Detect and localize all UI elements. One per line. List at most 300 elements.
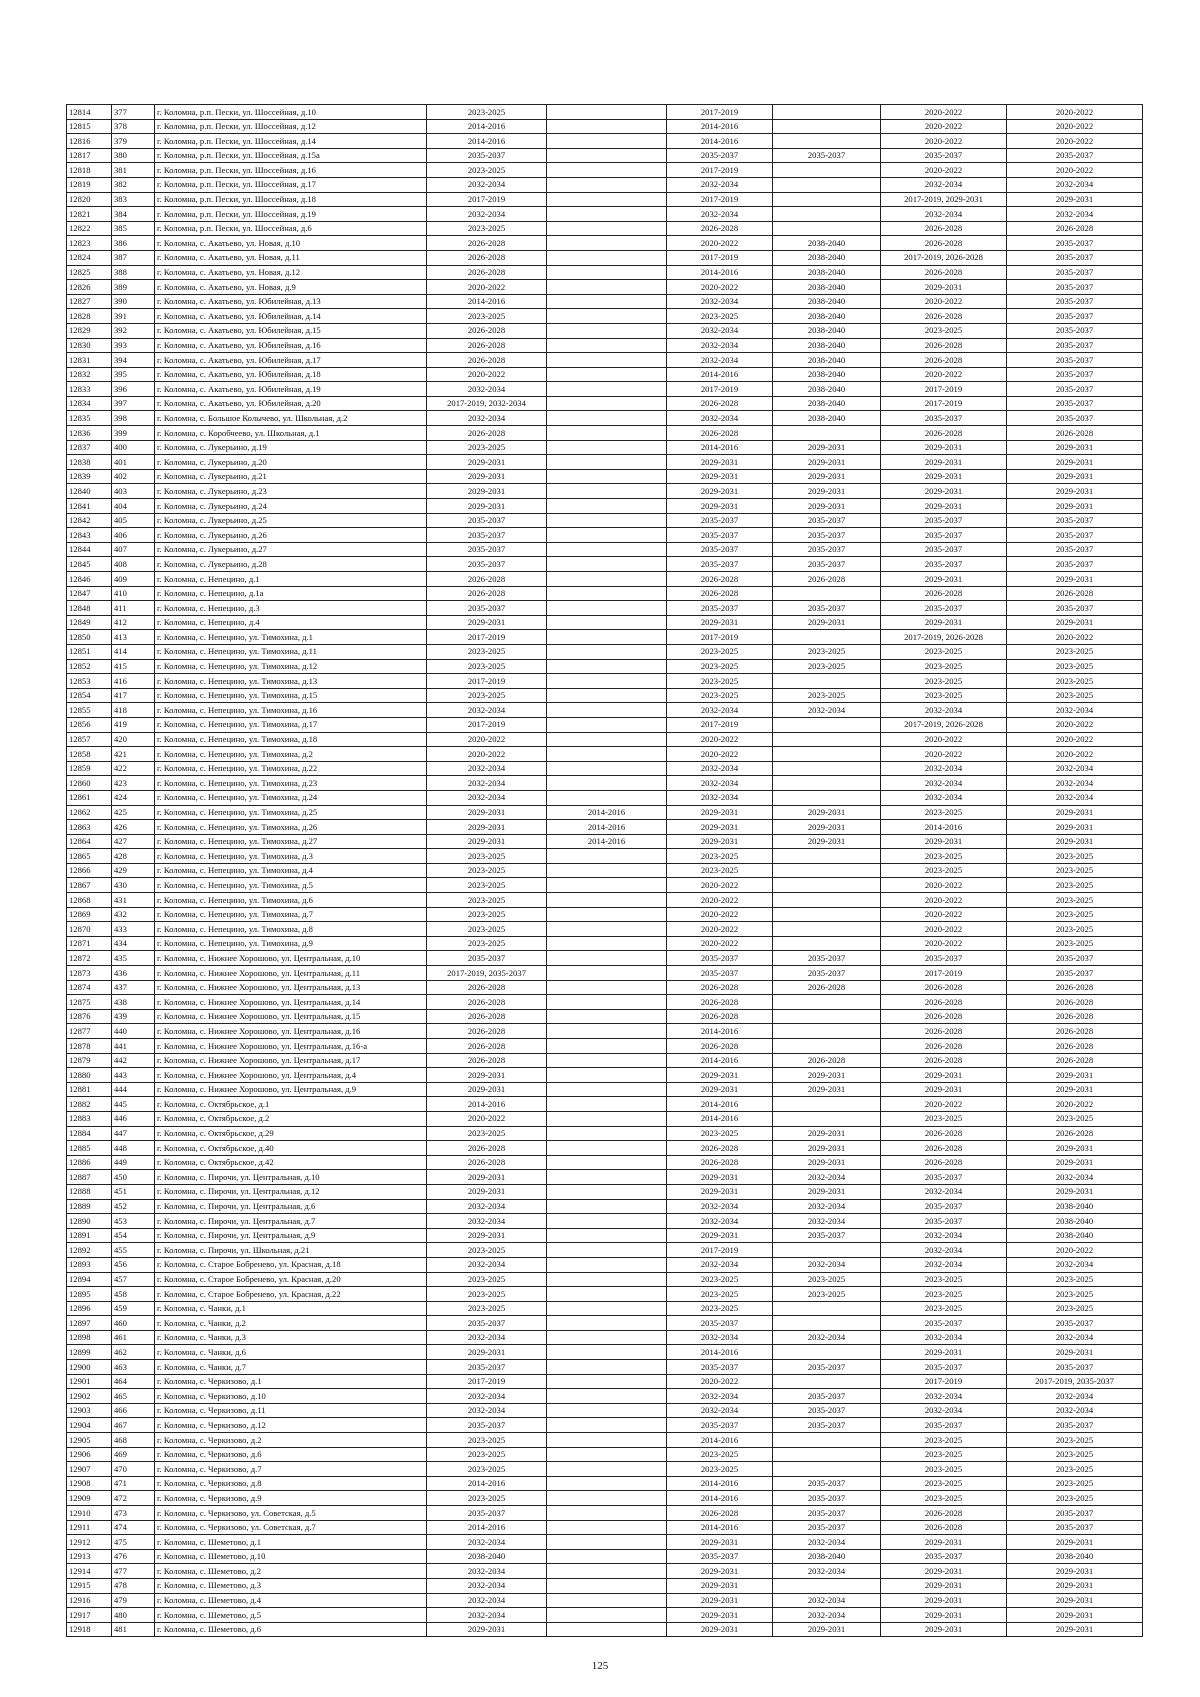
- year-cell-1: 2017-2019: [427, 192, 547, 207]
- address-cell: г. Коломна, с. Старое Бобренево, ул. Красная, д.20: [155, 1272, 427, 1287]
- year-cell-5: 2023-2025: [881, 1447, 1007, 1462]
- year-cell-5: 2029-2031: [881, 1082, 1007, 1097]
- year-cell-6: 2035-2037: [1007, 601, 1143, 616]
- row-number-cell: 444: [112, 1082, 155, 1097]
- year-cell-1: 2035-2037: [427, 1418, 547, 1433]
- year-cell-6: 2026-2028: [1007, 1039, 1143, 1054]
- row-id-cell: 12887: [67, 1170, 112, 1185]
- year-cell-5: 2029-2031: [881, 1622, 1007, 1637]
- year-cell-5: 2035-2037: [881, 1549, 1007, 1564]
- year-cell-4: 2038-2040: [773, 396, 881, 411]
- row-number-cell: 406: [112, 528, 155, 543]
- table-row: [67, 732, 1143, 747]
- year-cell-3: 2035-2037: [667, 557, 773, 572]
- year-cell-2: [547, 163, 667, 178]
- year-cell-6: 2026-2028: [1007, 995, 1143, 1010]
- year-cell-2: [547, 1491, 667, 1506]
- row-id-cell: 12885: [67, 1141, 112, 1156]
- year-cell-3: 2017-2019: [667, 192, 773, 207]
- year-cell-2: [547, 863, 667, 878]
- year-cell-1: 2029-2031: [427, 1622, 547, 1637]
- year-cell-2: 2014-2016: [547, 834, 667, 849]
- table-row: [67, 1272, 1143, 1287]
- year-cell-4: 2038-2040: [773, 309, 881, 324]
- year-cell-1: 2032-2034: [427, 1535, 547, 1550]
- address-cell: г. Коломна, р.п. Пески, ул. Шоссейная, д.17: [155, 177, 427, 192]
- year-cell-5: 2029-2031: [881, 280, 1007, 295]
- year-cell-5: 2029-2031: [881, 1535, 1007, 1550]
- year-cell-3: 2023-2025: [667, 1126, 773, 1141]
- year-cell-4: 2038-2040: [773, 367, 881, 382]
- table-row: [67, 1243, 1143, 1258]
- year-cell-3: 2032-2034: [667, 323, 773, 338]
- year-cell-5: 2029-2031: [881, 834, 1007, 849]
- address-cell: г. Коломна, с. Пирочи, ул. Школьная, д.21: [155, 1243, 427, 1258]
- year-cell-6: 2029-2031: [1007, 192, 1143, 207]
- year-cell-1: 2032-2034: [427, 1199, 547, 1214]
- year-cell-4: 2035-2037: [773, 1476, 881, 1491]
- row-number-cell: 404: [112, 499, 155, 514]
- year-cell-4: 2029-2031: [773, 615, 881, 630]
- year-cell-6: 2035-2037: [1007, 265, 1143, 280]
- table-row: [67, 980, 1143, 995]
- year-cell-5: 2026-2028: [881, 221, 1007, 236]
- year-cell-1: 2014-2016: [427, 119, 547, 134]
- row-number-cell: 393: [112, 338, 155, 353]
- year-cell-3: 2029-2031: [667, 1068, 773, 1083]
- row-number-cell: 451: [112, 1184, 155, 1199]
- row-id-cell: 12840: [67, 484, 112, 499]
- row-id-cell: 12872: [67, 951, 112, 966]
- year-cell-4: [773, 426, 881, 441]
- year-cell-1: 2029-2031: [427, 820, 547, 835]
- year-cell-6: 2035-2037: [1007, 411, 1143, 426]
- year-cell-6: 2029-2031: [1007, 1622, 1143, 1637]
- year-cell-6: 2023-2025: [1007, 659, 1143, 674]
- year-cell-2: [547, 426, 667, 441]
- row-number-cell: 414: [112, 644, 155, 659]
- year-cell-2: [547, 688, 667, 703]
- address-cell: г. Коломна, с. Лукерьино, д.23: [155, 484, 427, 499]
- year-cell-3: 2026-2028: [667, 980, 773, 995]
- year-cell-6: 2020-2022: [1007, 105, 1143, 120]
- row-id-cell: 12815: [67, 119, 112, 134]
- year-cell-5: 2020-2022: [881, 878, 1007, 893]
- row-id-cell: 12833: [67, 382, 112, 397]
- year-cell-3: 2032-2034: [667, 353, 773, 368]
- year-cell-3: 2020-2022: [667, 280, 773, 295]
- row-id-cell: 12879: [67, 1053, 112, 1068]
- row-id-cell: 12836: [67, 426, 112, 441]
- address-cell: г. Коломна, с. Шеметово, д.3: [155, 1578, 427, 1593]
- table-row: [67, 1506, 1143, 1521]
- year-cell-6: 2035-2037: [1007, 1360, 1143, 1375]
- year-cell-5: 2026-2028: [881, 265, 1007, 280]
- year-cell-4: 2038-2040: [773, 250, 881, 265]
- year-cell-6: 2029-2031: [1007, 499, 1143, 514]
- year-cell-2: [547, 105, 667, 120]
- year-cell-1: 2026-2028: [427, 236, 547, 251]
- year-cell-4: [773, 863, 881, 878]
- year-cell-5: 2032-2034: [881, 790, 1007, 805]
- row-id-cell: 12835: [67, 411, 112, 426]
- row-id-cell: 12842: [67, 513, 112, 528]
- year-cell-4: [773, 761, 881, 776]
- year-cell-4: 2023-2025: [773, 1287, 881, 1302]
- address-cell: г. Коломна, с. Нижнее Хорошово, ул. Центральная, д.14: [155, 995, 427, 1010]
- year-cell-2: [547, 309, 667, 324]
- year-cell-1: 2023-2025: [427, 878, 547, 893]
- year-cell-4: [773, 630, 881, 645]
- row-id-cell: 12886: [67, 1155, 112, 1170]
- year-cell-1: 2023-2025: [427, 659, 547, 674]
- address-cell: г. Коломна, с. Пирочи, ул. Центральная, д.7: [155, 1214, 427, 1229]
- year-cell-4: [773, 1024, 881, 1039]
- year-cell-3: 2023-2025: [667, 1447, 773, 1462]
- year-cell-6: 2032-2034: [1007, 207, 1143, 222]
- year-cell-1: 2026-2028: [427, 1155, 547, 1170]
- row-id-cell: 12839: [67, 469, 112, 484]
- year-cell-1: 2032-2034: [427, 1214, 547, 1229]
- table-row: [67, 863, 1143, 878]
- year-cell-5: 2023-2025: [881, 688, 1007, 703]
- year-cell-2: [547, 542, 667, 557]
- year-cell-5: 2017-2019: [881, 1374, 1007, 1389]
- address-cell: г. Коломна, с. Акатьево, ул. Юбилейная, д.20: [155, 396, 427, 411]
- address-cell: г. Коломна, р.п. Пески, ул. Шоссейная, д.18: [155, 192, 427, 207]
- table-row: [67, 907, 1143, 922]
- year-cell-2: [547, 951, 667, 966]
- year-cell-2: [547, 294, 667, 309]
- address-cell: г. Коломна, р.п. Пески, ул. Шоссейная, д.6: [155, 221, 427, 236]
- year-cell-5: 2035-2037: [881, 1360, 1007, 1375]
- row-number-cell: 426: [112, 820, 155, 835]
- year-cell-3: 2029-2031: [667, 1608, 773, 1623]
- year-cell-3: 2026-2028: [667, 995, 773, 1010]
- year-cell-2: [547, 207, 667, 222]
- year-cell-3: 2035-2037: [667, 951, 773, 966]
- year-cell-6: 2029-2031: [1007, 484, 1143, 499]
- year-cell-3: 2032-2034: [667, 207, 773, 222]
- year-cell-5: 2020-2022: [881, 134, 1007, 149]
- year-cell-6: 2023-2025: [1007, 1476, 1143, 1491]
- year-cell-3: 2026-2028: [667, 586, 773, 601]
- address-cell: г. Коломна, с. Акатьево, ул. Юбилейная, д.14: [155, 309, 427, 324]
- year-cell-6: 2035-2037: [1007, 528, 1143, 543]
- year-cell-2: [547, 1214, 667, 1229]
- year-cell-4: 2038-2040: [773, 382, 881, 397]
- row-id-cell: 12864: [67, 834, 112, 849]
- table-row: [67, 338, 1143, 353]
- address-cell: г. Коломна, с. Непецино, ул. Тимохина, д.26: [155, 820, 427, 835]
- year-cell-5: 2020-2022: [881, 119, 1007, 134]
- row-number-cell: 474: [112, 1520, 155, 1535]
- row-id-cell: 12862: [67, 805, 112, 820]
- year-cell-2: [547, 440, 667, 455]
- year-cell-2: [547, 776, 667, 791]
- year-cell-6: 2023-2025: [1007, 688, 1143, 703]
- row-number-cell: 398: [112, 411, 155, 426]
- address-cell: г. Коломна, с. Черкизово, д.2: [155, 1433, 427, 1448]
- address-cell: г. Коломна, с. Черкизово, д.10: [155, 1389, 427, 1404]
- row-number-cell: 409: [112, 572, 155, 587]
- year-cell-1: 2023-2025: [427, 644, 547, 659]
- year-cell-1: 2026-2028: [427, 353, 547, 368]
- address-cell: г. Коломна, с. Лукерьино, д.20: [155, 455, 427, 470]
- year-cell-3: 2023-2025: [667, 309, 773, 324]
- row-number-cell: 390: [112, 294, 155, 309]
- year-cell-3: 2020-2022: [667, 922, 773, 937]
- address-cell: г. Коломна, с. Непецино, д.4: [155, 615, 427, 630]
- year-cell-4: 2035-2037: [773, 1228, 881, 1243]
- year-cell-1: 2026-2028: [427, 1141, 547, 1156]
- address-cell: г. Коломна, с. Акатьево, ул. Юбилейная, д.17: [155, 353, 427, 368]
- year-cell-2: [547, 1345, 667, 1360]
- year-cell-6: 2029-2031: [1007, 1141, 1143, 1156]
- year-cell-5: 2023-2025: [881, 849, 1007, 864]
- year-cell-1: 2023-2025: [427, 1447, 547, 1462]
- year-cell-3: 2017-2019: [667, 1243, 773, 1258]
- year-cell-5: 2029-2031: [881, 1345, 1007, 1360]
- year-cell-2: [547, 1433, 667, 1448]
- year-cell-6: 2032-2034: [1007, 1330, 1143, 1345]
- table-row: [67, 572, 1143, 587]
- row-number-cell: 454: [112, 1228, 155, 1243]
- year-cell-4: 2029-2031: [773, 1155, 881, 1170]
- row-number-cell: 411: [112, 601, 155, 616]
- row-number-cell: 465: [112, 1389, 155, 1404]
- year-cell-6: 2020-2022: [1007, 163, 1143, 178]
- year-cell-5: 2035-2037: [881, 528, 1007, 543]
- address-cell: г. Коломна, с. Октябрьское, д.42: [155, 1155, 427, 1170]
- year-cell-6: 2035-2037: [1007, 557, 1143, 572]
- year-cell-1: 2026-2028: [427, 995, 547, 1010]
- year-cell-3: 2029-2031: [667, 615, 773, 630]
- year-cell-4: 2023-2025: [773, 688, 881, 703]
- year-cell-4: [773, 1009, 881, 1024]
- row-id-cell: 12901: [67, 1374, 112, 1389]
- year-cell-5: 2029-2031: [881, 1608, 1007, 1623]
- row-number-cell: 442: [112, 1053, 155, 1068]
- year-cell-1: 2023-2025: [427, 1462, 547, 1477]
- table-row: [67, 1199, 1143, 1214]
- year-cell-6: 2029-2031: [1007, 615, 1143, 630]
- table-row: [67, 1564, 1143, 1579]
- address-cell: г. Коломна, с. Акатьево, ул. Юбилейная, д.13: [155, 294, 427, 309]
- year-cell-1: 2020-2022: [427, 367, 547, 382]
- row-id-cell: 12888: [67, 1184, 112, 1199]
- year-cell-1: 2032-2034: [427, 776, 547, 791]
- year-cell-3: 2029-2031: [667, 1535, 773, 1550]
- year-cell-6: 2026-2028: [1007, 1009, 1143, 1024]
- table-row: [67, 469, 1143, 484]
- row-id-cell: 12829: [67, 323, 112, 338]
- year-cell-2: [547, 250, 667, 265]
- year-cell-4: 2038-2040: [773, 338, 881, 353]
- table-row: [67, 1068, 1143, 1083]
- year-cell-2: [547, 572, 667, 587]
- table-row: [67, 426, 1143, 441]
- year-cell-6: 2023-2025: [1007, 849, 1143, 864]
- year-cell-2: [547, 995, 667, 1010]
- year-cell-5: 2029-2031: [881, 1068, 1007, 1083]
- year-cell-1: 2023-2025: [427, 1126, 547, 1141]
- row-number-cell: 401: [112, 455, 155, 470]
- table-row: [67, 1418, 1143, 1433]
- year-cell-4: [773, 119, 881, 134]
- address-cell: г. Коломна, с. Октябрьское, д.29: [155, 1126, 427, 1141]
- address-cell: г. Коломна, с. Лукерьино, д.26: [155, 528, 427, 543]
- year-cell-1: 2029-2031: [427, 1184, 547, 1199]
- address-cell: г. Коломна, с. Черкизово, д.11: [155, 1403, 427, 1418]
- year-cell-3: 2014-2016: [667, 1491, 773, 1506]
- address-cell: г. Коломна, р.п. Пески, ул. Шоссейная, д.14: [155, 134, 427, 149]
- year-cell-4: [773, 134, 881, 149]
- table-row: [67, 717, 1143, 732]
- year-cell-1: 2023-2025: [427, 440, 547, 455]
- table-row: [67, 922, 1143, 937]
- row-number-cell: 417: [112, 688, 155, 703]
- table-row: [67, 557, 1143, 572]
- year-cell-1: 2023-2025: [427, 863, 547, 878]
- year-cell-6: 2017-2019, 2035-2037: [1007, 1374, 1143, 1389]
- year-cell-6: 2032-2034: [1007, 776, 1143, 791]
- address-cell: г. Коломна, с. Непецино, ул. Тимохина, д.23: [155, 776, 427, 791]
- year-cell-5: 2032-2034: [881, 207, 1007, 222]
- table-row: [67, 192, 1143, 207]
- year-cell-1: 2014-2016: [427, 294, 547, 309]
- table-row: [67, 1593, 1143, 1608]
- year-cell-3: 2029-2031: [667, 1578, 773, 1593]
- table-row: [67, 396, 1143, 411]
- year-cell-3: 2029-2031: [667, 1622, 773, 1637]
- year-cell-2: [547, 484, 667, 499]
- address-cell: г. Коломна, с. Чанки, д.2: [155, 1316, 427, 1331]
- year-cell-5: 2035-2037: [881, 557, 1007, 572]
- year-cell-6: 2020-2022: [1007, 1243, 1143, 1258]
- row-id-cell: 12896: [67, 1301, 112, 1316]
- table-row: [67, 1126, 1143, 1141]
- year-cell-3: 2032-2034: [667, 338, 773, 353]
- year-cell-2: [547, 1068, 667, 1083]
- address-cell: г. Коломна, с. Непецино, ул. Тимохина, д.2: [155, 747, 427, 762]
- year-cell-6: 2035-2037: [1007, 382, 1143, 397]
- row-id-cell: 12907: [67, 1462, 112, 1477]
- year-cell-3: 2029-2031: [667, 455, 773, 470]
- year-cell-2: [547, 1024, 667, 1039]
- table-row: [67, 834, 1143, 849]
- year-cell-3: 2029-2031: [667, 1082, 773, 1097]
- year-cell-6: 2035-2037: [1007, 236, 1143, 251]
- page-number: 125: [591, 1660, 609, 1672]
- year-cell-1: 2032-2034: [427, 1403, 547, 1418]
- address-cell: г. Коломна, с. Черкизово, д.1: [155, 1374, 427, 1389]
- address-cell: г. Коломна, р.п. Пески, ул. Шоссейная, д.12: [155, 119, 427, 134]
- year-cell-1: 2020-2022: [427, 747, 547, 762]
- table-row: [67, 1360, 1143, 1375]
- row-number-cell: 479: [112, 1593, 155, 1608]
- year-cell-4: [773, 192, 881, 207]
- year-cell-6: 2023-2025: [1007, 674, 1143, 689]
- row-id-cell: 12865: [67, 849, 112, 864]
- year-cell-1: 2035-2037: [427, 542, 547, 557]
- row-id-cell: 12910: [67, 1506, 112, 1521]
- year-cell-2: [547, 732, 667, 747]
- row-id-cell: 12826: [67, 280, 112, 295]
- year-cell-1: 2023-2025: [427, 1243, 547, 1258]
- table-row: [67, 1330, 1143, 1345]
- row-id-cell: 12853: [67, 674, 112, 689]
- row-id-cell: 12831: [67, 353, 112, 368]
- year-cell-4: [773, 1111, 881, 1126]
- year-cell-5: 2014-2016: [881, 820, 1007, 835]
- year-cell-5: 2023-2025: [881, 863, 1007, 878]
- year-cell-6: 2020-2022: [1007, 134, 1143, 149]
- year-cell-6: 2035-2037: [1007, 542, 1143, 557]
- year-cell-3: 2032-2034: [667, 1214, 773, 1229]
- address-cell: г. Коломна, с. Нижнее Хорошово, ул. Центральная, д.13: [155, 980, 427, 995]
- address-cell: г. Коломна, с. Октябрьское, д.2: [155, 1111, 427, 1126]
- row-number-cell: 413: [112, 630, 155, 645]
- year-cell-4: 2029-2031: [773, 820, 881, 835]
- year-cell-2: [547, 1418, 667, 1433]
- year-cell-6: 2029-2031: [1007, 820, 1143, 835]
- year-cell-4: [773, 1345, 881, 1360]
- year-cell-5: 2020-2022: [881, 163, 1007, 178]
- table-row: [67, 382, 1143, 397]
- year-cell-6: 2035-2037: [1007, 280, 1143, 295]
- year-cell-3: 2026-2028: [667, 221, 773, 236]
- year-cell-6: 2029-2031: [1007, 1608, 1143, 1623]
- row-number-cell: 432: [112, 907, 155, 922]
- table-row: [67, 1053, 1143, 1068]
- year-cell-6: 2032-2034: [1007, 1403, 1143, 1418]
- year-cell-2: [547, 396, 667, 411]
- year-cell-2: [547, 148, 667, 163]
- year-cell-3: 2014-2016: [667, 1345, 773, 1360]
- year-cell-6: 2035-2037: [1007, 250, 1143, 265]
- year-cell-1: 2017-2019, 2032-2034: [427, 396, 547, 411]
- row-number-cell: 422: [112, 761, 155, 776]
- year-cell-1: 2023-2025: [427, 1287, 547, 1302]
- year-cell-1: 2029-2031: [427, 1345, 547, 1360]
- year-cell-6: 2020-2022: [1007, 732, 1143, 747]
- row-id-cell: 12880: [67, 1068, 112, 1083]
- year-cell-4: 2038-2040: [773, 411, 881, 426]
- row-number-cell: 415: [112, 659, 155, 674]
- address-cell: г. Коломна, с. Нижнее Хорошово, ул. Центральная, д.10: [155, 951, 427, 966]
- row-id-cell: 12858: [67, 747, 112, 762]
- year-cell-5: 2029-2031: [881, 499, 1007, 514]
- row-number-cell: 463: [112, 1360, 155, 1375]
- year-cell-5: 2035-2037: [881, 951, 1007, 966]
- year-cell-5: 2020-2022: [881, 294, 1007, 309]
- year-cell-3: 2023-2025: [667, 659, 773, 674]
- year-cell-3: 2029-2031: [667, 484, 773, 499]
- row-id-cell: 12850: [67, 630, 112, 645]
- year-cell-3: 2017-2019: [667, 163, 773, 178]
- table-row: [67, 776, 1143, 791]
- year-cell-5: 2023-2025: [881, 1476, 1007, 1491]
- address-cell: г. Коломна, с. Акатьево, ул. Юбилейная, д.18: [155, 367, 427, 382]
- year-cell-4: 2032-2034: [773, 1593, 881, 1608]
- year-cell-5: 2026-2028: [881, 1141, 1007, 1156]
- table-row: [67, 747, 1143, 762]
- row-id-cell: 12890: [67, 1214, 112, 1229]
- year-cell-4: 2032-2034: [773, 1257, 881, 1272]
- table-row: [67, 1141, 1143, 1156]
- row-number-cell: 421: [112, 747, 155, 762]
